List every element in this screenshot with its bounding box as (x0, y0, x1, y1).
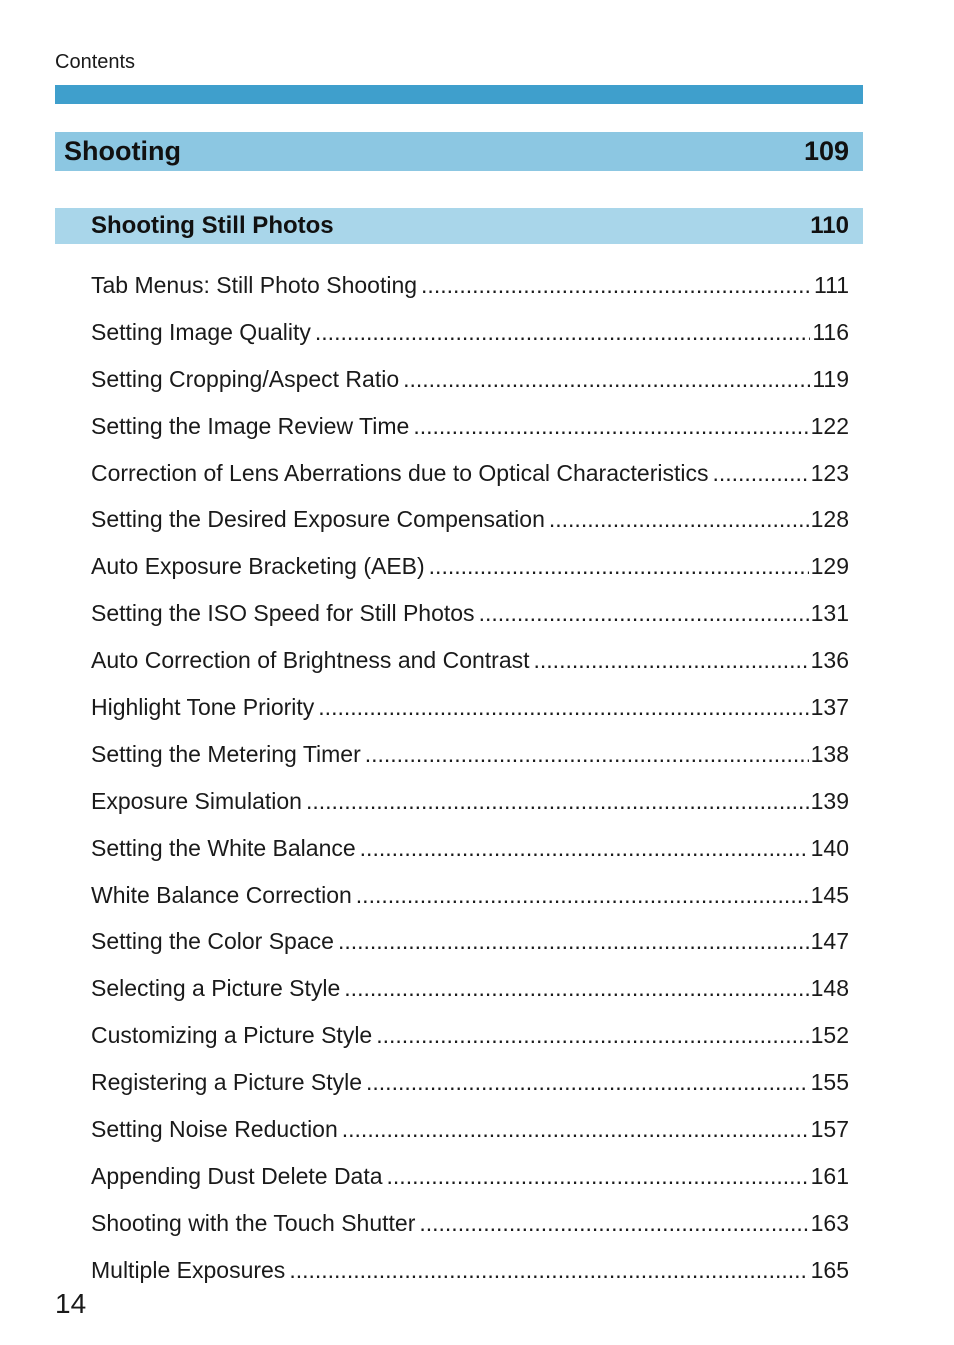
toc-entry-title: Auto Correction of Brightness and Contrast (91, 647, 530, 674)
toc-entry[interactable] (91, 496, 849, 543)
dot-leader (403, 366, 810, 393)
toc-entry[interactable] (91, 1247, 849, 1294)
dot-leader (315, 319, 810, 346)
chapter-title: Shooting (64, 136, 181, 166)
dot-leader (360, 835, 809, 862)
toc-entry-title: Auto Exposure Bracketing (AEB) (91, 553, 425, 580)
toc-entry-page: 155 (810, 1069, 849, 1096)
toc-entry-page: 157 (810, 1115, 849, 1142)
toc-entry[interactable] (91, 590, 849, 637)
toc-entry-title: White Balance Correction (91, 881, 352, 908)
dot-leader (419, 1210, 808, 1237)
toc-entry-title: Tab Menus: Still Photo Shooting (91, 271, 418, 298)
toc-entry-page: 147 (810, 928, 849, 955)
toc-entry-title: Exposure Simulation (91, 787, 302, 814)
dot-leader (338, 928, 809, 955)
dot-leader (429, 553, 809, 580)
dot-leader (318, 694, 808, 721)
toc-entry-title: Multiple Exposures (91, 1256, 286, 1283)
toc-entry-page: 139 (810, 787, 849, 814)
toc-entry-page: 165 (810, 1256, 849, 1283)
toc-entry-title: Correction of Lens Aberrations due to Optical Characteristics (91, 459, 709, 486)
toc-entry-title: Setting the Image Review Time (91, 412, 410, 439)
toc-entry-title: Appending Dust Delete Data (91, 1162, 383, 1189)
toc-entry[interactable] (91, 872, 849, 919)
toc-entry-page: 137 (810, 693, 849, 720)
dot-leader (356, 882, 809, 909)
toc-entry[interactable] (91, 965, 849, 1012)
toc-entry-title: Setting the Desired Exposure Compensation (91, 506, 545, 533)
toc-entry-title: Setting the ISO Speed for Still Photos (91, 600, 475, 627)
toc-entry[interactable] (91, 731, 849, 778)
toc-entry[interactable] (91, 825, 849, 872)
toc-entry[interactable] (91, 1106, 849, 1153)
toc-entry-page: 129 (810, 553, 849, 580)
toc-entry-title: Setting the Metering Timer (91, 740, 361, 767)
toc-entry[interactable] (91, 1200, 849, 1247)
dot-leader (421, 272, 812, 299)
dot-leader (289, 1257, 808, 1284)
running-head: Contents (55, 51, 136, 73)
toc-entry-title: Setting the Color Space (91, 928, 334, 955)
toc-entry[interactable] (91, 684, 849, 731)
toc-entry-title: Customizing a Picture Style (91, 1022, 373, 1049)
dot-leader (479, 600, 809, 627)
dot-leader (712, 460, 808, 487)
chapter-page: 109 (803, 136, 849, 166)
toc-entry-page: 140 (810, 834, 849, 861)
toc-entry-title: Registering a Picture Style (91, 1069, 363, 1096)
section-title: Shooting Still Photos (91, 212, 334, 239)
toc-entry[interactable] (91, 1059, 849, 1106)
chapter-heading[interactable] (55, 132, 863, 171)
toc-entry[interactable] (91, 637, 849, 684)
toc-entry-title: Highlight Tone Priority (91, 693, 315, 720)
toc-entry[interactable] (91, 450, 849, 497)
toc-entry-title: Setting Image Quality (91, 318, 311, 345)
dot-leader (342, 1116, 809, 1143)
toc-entry[interactable] (91, 543, 849, 590)
toc-entry-page: 119 (812, 365, 849, 392)
toc-entry-page: 128 (810, 506, 849, 533)
toc-entry-page: 138 (810, 740, 849, 767)
toc-list (91, 262, 849, 1294)
dot-leader (413, 413, 808, 440)
toc-entry-page: 163 (810, 1209, 849, 1236)
dot-leader (365, 741, 809, 768)
toc-entry[interactable] (91, 356, 849, 403)
toc-entry[interactable] (91, 309, 849, 356)
dot-leader (344, 975, 808, 1002)
toc-entry-page: 161 (810, 1162, 849, 1189)
page-number: 14 (55, 1288, 87, 1319)
toc-entry-title: Setting Cropping/Aspect Ratio (91, 365, 400, 392)
toc-entry-page: 152 (810, 1022, 849, 1049)
toc-entry-page: 123 (810, 459, 849, 486)
dot-leader (366, 1069, 809, 1096)
section-heading[interactable] (55, 208, 863, 244)
header-rule (55, 85, 863, 104)
section-page: 110 (810, 212, 849, 239)
toc-entry[interactable] (91, 1012, 849, 1059)
toc-entry[interactable] (91, 918, 849, 965)
toc-entry-page: 122 (810, 412, 849, 439)
toc-entry-page: 111 (814, 271, 849, 298)
toc-entry-page: 148 (810, 975, 849, 1002)
toc-entry-title: Setting Noise Reduction (91, 1115, 338, 1142)
toc-entry[interactable] (91, 262, 849, 309)
toc-entry-page: 145 (810, 881, 849, 908)
dot-leader (387, 1163, 809, 1190)
toc-entry[interactable] (91, 778, 849, 825)
dot-leader (376, 1022, 808, 1049)
toc-entry-page: 116 (812, 318, 849, 345)
toc-entry-page: 131 (810, 600, 849, 627)
dot-leader (534, 647, 809, 674)
toc-entry-title: Setting the White Balance (91, 834, 356, 861)
toc-entry-page: 136 (810, 647, 849, 674)
dot-leader (306, 788, 809, 815)
toc-entry-title: Selecting a Picture Style (91, 975, 341, 1002)
toc-entry-title: Shooting with the Touch Shutter (91, 1209, 416, 1236)
toc-entry[interactable] (91, 403, 849, 450)
toc-entry[interactable] (91, 1153, 849, 1200)
dot-leader (549, 506, 809, 533)
